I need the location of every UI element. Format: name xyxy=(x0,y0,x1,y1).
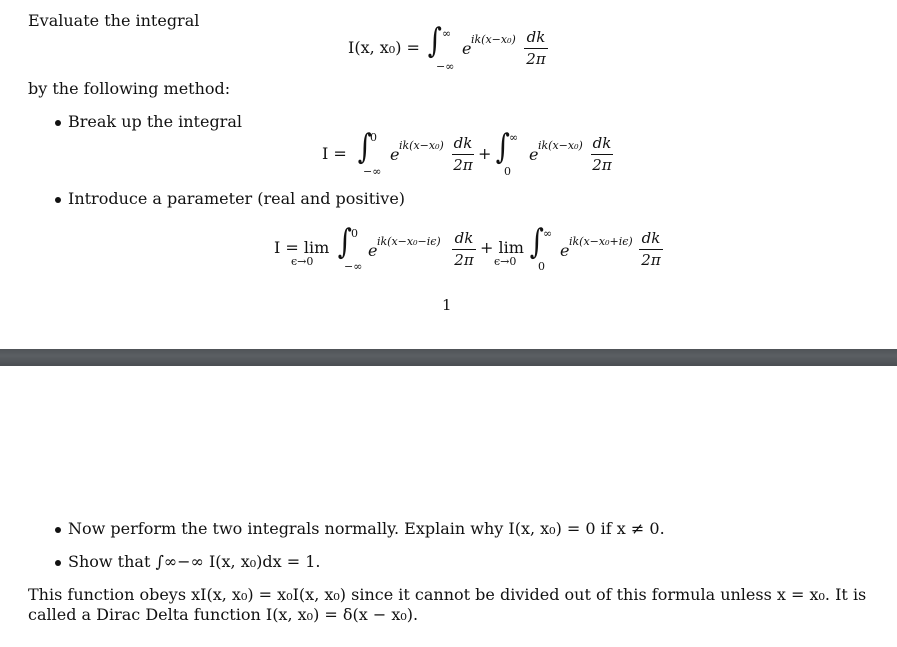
eq3-lim-subscript-2: ϵ→0 xyxy=(494,255,517,268)
eq3-integral-sign-2: ∫ xyxy=(529,222,544,262)
intro-text: Evaluate the integral xyxy=(28,11,200,30)
bullet-perform-integrals: Now perform the two integrals normally. Explain why I(x, x₀) = 0 if x ≠ 0. xyxy=(68,519,665,538)
eq2-exp-base-1: e xyxy=(390,145,400,164)
eq2-frac-num-2: dk xyxy=(592,134,612,152)
eq3-exp-base-1: e xyxy=(368,241,378,260)
eq2-exponent-1: ik(x−x₀) xyxy=(399,139,444,152)
eq3-frac-num-2: dk xyxy=(641,229,661,247)
eq3-exponent-1: ik(x−x₀−iϵ) xyxy=(377,235,441,248)
eq3-lim-subscript-1: ϵ→0 xyxy=(291,255,314,268)
eq2-integral-sign-1: ∫ xyxy=(357,127,372,167)
bullet-break-up: Break up the integral xyxy=(68,112,242,131)
eq3-lower-limit-1: −∞ xyxy=(344,260,363,273)
eq1-frac-num: dk xyxy=(526,28,546,46)
eq2-frac-den-2: 2π xyxy=(592,156,612,174)
eq3-upper-limit-1: 0 xyxy=(351,227,358,240)
closing-paragraph: This function obeys xI(x, x₀) = x₀I(x, x₀) since it cannot be divided out of this formula unless x = x₀. It is called a Dirac Delta function I(x, x₀) = δ(x − x₀). xyxy=(28,585,867,624)
eq1-frac-bar xyxy=(524,48,548,49)
eq3-frac-bar-1 xyxy=(452,249,476,250)
eq1-frac-den: 2π xyxy=(526,50,546,68)
eq1-exp-base: e xyxy=(462,39,472,58)
eq2-plus: + xyxy=(478,144,492,163)
bullet-introduce-parameter: Introduce a parameter (real and positive) xyxy=(68,189,406,208)
eq2-lhs: I = xyxy=(322,144,347,163)
bullet-marker-3 xyxy=(55,527,61,533)
eq3-frac-den-1: 2π xyxy=(454,251,474,269)
eq1-exponent: ik(x−x₀) xyxy=(471,33,516,46)
eq3-exp-base-2: e xyxy=(560,241,570,260)
eq2-frac-num-1: dk xyxy=(453,134,473,152)
eq2-lower-limit-1: −∞ xyxy=(363,165,382,178)
eq3-plus-lim: + lim xyxy=(480,238,524,257)
bullet-marker-2 xyxy=(55,197,61,203)
eq3-integral-sign-1: ∫ xyxy=(337,222,352,262)
eq2-upper-limit-2: ∞ xyxy=(509,131,519,144)
eq2-frac-bar-2 xyxy=(591,154,613,155)
eq3-frac-bar-2 xyxy=(639,249,663,250)
eq3-upper-limit-2: ∞ xyxy=(543,227,553,240)
eq2-frac-bar-1 xyxy=(452,154,474,155)
method-intro-text: by the following method: xyxy=(28,79,231,98)
eq2-lower-limit-2: 0 xyxy=(504,165,511,178)
bullet-show-normalization: Show that ∫∞−∞ I(x, x₀)dx = 1. xyxy=(68,552,321,571)
eq2-exp-base-2: e xyxy=(529,145,539,164)
document-page-2 xyxy=(0,366,897,647)
bullet-marker-1 xyxy=(55,120,61,126)
eq3-exponent-2: ik(x−x₀+iϵ) xyxy=(569,235,633,248)
eq2-upper-limit-1: 0 xyxy=(370,131,377,144)
bullet-marker-4 xyxy=(55,560,61,566)
page-divider xyxy=(0,349,897,366)
eq3-frac-num-1: dk xyxy=(454,229,474,247)
eq2-exponent-2: ik(x−x₀) xyxy=(538,139,583,152)
eq1-lower-limit: −∞ xyxy=(436,60,455,73)
eq1-lhs: I(x, x₀) = xyxy=(348,38,420,57)
page-number: 1 xyxy=(442,296,452,314)
eq2-integral-sign-2: ∫ xyxy=(495,127,510,167)
eq3-frac-den-2: 2π xyxy=(641,251,661,269)
eq3-lhs: I = lim xyxy=(274,238,330,257)
eq3-lower-limit-2: 0 xyxy=(538,260,545,273)
eq1-integral-sign: ∫ xyxy=(427,21,442,61)
eq1-upper-limit: ∞ xyxy=(442,27,452,40)
eq2-frac-den-1: 2π xyxy=(453,156,473,174)
